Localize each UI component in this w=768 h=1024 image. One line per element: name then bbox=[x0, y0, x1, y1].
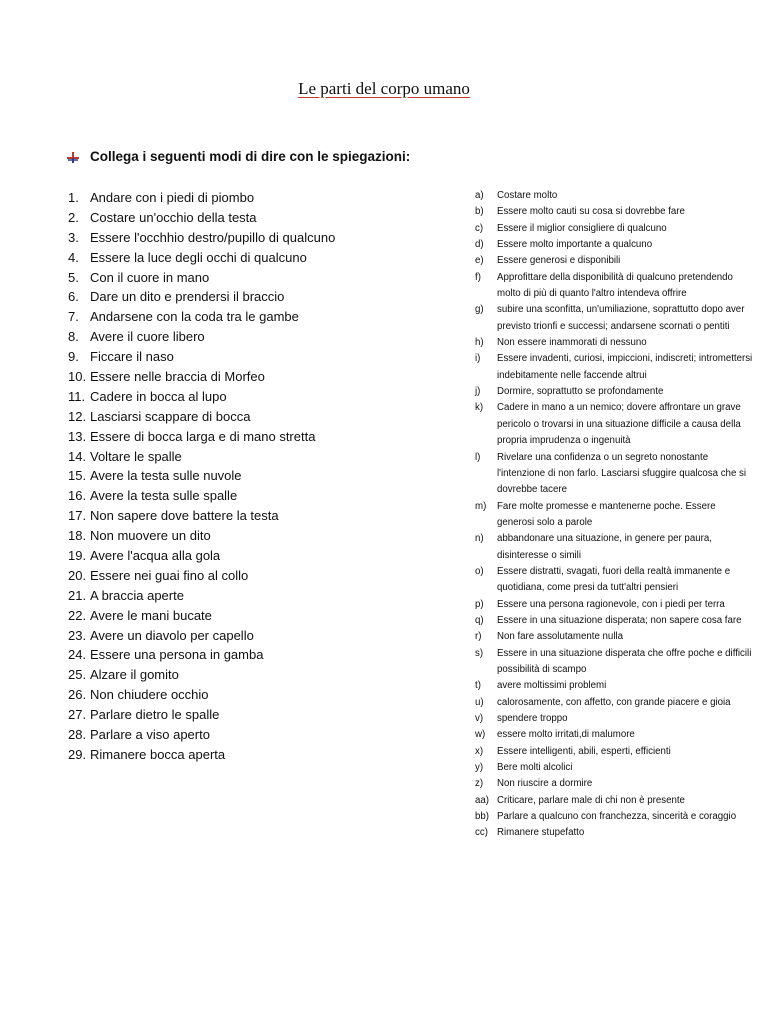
idiom-item bbox=[68, 347, 428, 367]
explanation-item-text: Parlare a qualcuno con franchezza, sincerità e coraggio bbox=[497, 811, 737, 823]
explanation-item-text: Non riuscire a dormire bbox=[497, 778, 593, 790]
explanation-item bbox=[475, 221, 755, 237]
explanation-item-marker: b) bbox=[475, 206, 484, 218]
explanation-item-text: Essere distratti, svagati, fuori della realtà immanente e quotidiana, come presi da tutt'altri pensieri bbox=[497, 565, 731, 594]
explanation-item-text: Essere il miglior consigliere di qualcuno bbox=[497, 222, 667, 234]
idiom-item bbox=[68, 745, 428, 765]
idiom-item-text: Ficcare il naso bbox=[90, 349, 174, 365]
explanation-item bbox=[475, 188, 755, 204]
explanation-item bbox=[475, 776, 755, 792]
idiom-item-text: Non sapere dove battere la testa bbox=[90, 508, 279, 524]
explanation-item bbox=[475, 825, 755, 841]
idiom-item bbox=[68, 546, 428, 566]
idiom-item-text: Essere una persona in gamba bbox=[90, 647, 264, 663]
page-title: Le parti del corpo umano bbox=[298, 79, 470, 98]
idiom-item bbox=[68, 447, 428, 467]
idiom-item bbox=[68, 287, 428, 307]
idiom-item bbox=[68, 486, 428, 506]
explanation-item-text: Fare molte promesse e mantenerne poche. Essere generosi solo a parole bbox=[497, 500, 716, 528]
explanation-item-marker: r) bbox=[475, 631, 482, 643]
idiom-item-marker: 12. bbox=[68, 408, 87, 424]
explanation-item-text: Essere molto cauti su cosa si dovrebbe fare bbox=[497, 206, 685, 218]
idiom-item-text: Voltare le spalle bbox=[90, 448, 182, 464]
idiom-item-marker: 9. bbox=[68, 349, 79, 365]
explanation-item-text: Essere una persona ragionevole, con i piedi per terra bbox=[497, 598, 725, 610]
idiom-item bbox=[68, 268, 428, 288]
idiom-item-marker: 23. bbox=[68, 627, 87, 643]
idiom-item-marker: 11. bbox=[68, 388, 86, 404]
idiom-item bbox=[68, 705, 428, 725]
idiom-item-text: A braccia aperte bbox=[90, 587, 184, 603]
idiom-item-marker: 17. bbox=[68, 508, 87, 524]
idiom-item-marker: 3. bbox=[68, 229, 79, 245]
explanation-item-marker: m) bbox=[475, 500, 487, 512]
idiom-item bbox=[68, 407, 428, 427]
explanation-item-marker: z) bbox=[475, 778, 484, 790]
explanation-item bbox=[475, 384, 755, 400]
idiom-item-text: Con il cuore in mano bbox=[90, 269, 210, 285]
explanation-item-marker: v) bbox=[475, 713, 484, 724]
explanation-item-marker: o) bbox=[475, 565, 484, 577]
explanation-item bbox=[475, 564, 755, 597]
explanation-item bbox=[475, 760, 755, 776]
explanation-item-text: Essere in una situazione disperata; non sapere cosa fare bbox=[497, 614, 742, 626]
idiom-item-text: Avere il cuore libero bbox=[90, 329, 205, 345]
idiom-item bbox=[68, 307, 428, 327]
explanation-item bbox=[475, 204, 755, 220]
idiom-item-marker: 8. bbox=[68, 329, 79, 345]
explanation-item-marker: w) bbox=[475, 729, 486, 741]
explanation-item-text: Rimanere stupefatto bbox=[497, 827, 585, 839]
idiom-item-marker: 1. bbox=[68, 190, 79, 205]
explanation-item bbox=[475, 253, 755, 269]
idiom-item bbox=[68, 367, 428, 387]
explanation-item-marker: p) bbox=[475, 598, 484, 610]
instruction bbox=[66, 149, 410, 164]
explanation-item bbox=[475, 809, 755, 825]
explanation-item-marker: e) bbox=[475, 255, 484, 267]
explanation-item-text: abbandonare una situazione, in genere per paura, disinteresse o simili bbox=[497, 533, 712, 561]
idiom-item-marker: 10. bbox=[68, 369, 87, 385]
idiom-item bbox=[68, 188, 428, 208]
idiom-item-text: Parlare dietro le spalle bbox=[90, 707, 220, 723]
explanation-item-marker: q) bbox=[475, 614, 484, 626]
explanation-item-marker: x) bbox=[475, 745, 484, 757]
explanation-item bbox=[475, 727, 755, 743]
idiom-item bbox=[68, 387, 428, 407]
explanation-item-text: Non fare assolutamente nulla bbox=[497, 631, 624, 643]
idiom-item-text: Avere le mani bucate bbox=[90, 607, 212, 623]
explanation-item bbox=[475, 351, 755, 384]
explanation-item bbox=[475, 335, 755, 351]
explanation-item bbox=[475, 302, 755, 335]
explanation-item-text: Criticare, parlare male di chi non è presente bbox=[497, 794, 685, 806]
idiom-item bbox=[68, 208, 428, 228]
explanation-item-text: Essere intelligenti, abili, esperti, efficienti bbox=[497, 745, 671, 757]
idiom-item-marker: 20. bbox=[68, 567, 87, 583]
idiom-item bbox=[68, 327, 428, 347]
idiom-item-text: Non chiudere occhio bbox=[90, 687, 209, 703]
explanation-item bbox=[475, 646, 755, 679]
explanation-item-text: Cadere in mano a un nemico; dovere affrontare un grave pericolo o trovarsi in una situazione difficile a causa della propria imprudenza o ingenuità bbox=[497, 402, 741, 447]
idiom-item-marker: 5. bbox=[68, 269, 79, 285]
explanation-item bbox=[475, 531, 755, 564]
explanation-item-marker: aa) bbox=[475, 794, 490, 806]
explanation-item-marker: g) bbox=[475, 304, 484, 316]
explanation-item bbox=[475, 711, 755, 727]
idiom-item bbox=[68, 466, 428, 486]
instruction-text: Collega i seguenti modi di dire con le spiegazioni: bbox=[90, 149, 411, 164]
explanation-item-text: essere molto irritati,di malumore bbox=[497, 729, 635, 741]
idiom-item-marker: 2. bbox=[68, 209, 79, 225]
idiom-item bbox=[68, 248, 428, 268]
idiom-item-text: Rimanere bocca aperta bbox=[90, 746, 226, 762]
explanation-item bbox=[475, 793, 755, 809]
idiom-item-marker: 25. bbox=[68, 667, 87, 683]
explanation-item-marker: k) bbox=[475, 402, 484, 414]
idiom-item-text: Costare un'occhio della testa bbox=[90, 209, 257, 225]
idiom-item-marker: 16. bbox=[68, 488, 87, 504]
idiom-item-text: Cadere in bocca al lupo bbox=[90, 388, 227, 404]
explanation-item bbox=[475, 499, 755, 532]
idiom-item-marker: 28. bbox=[68, 727, 87, 743]
explanation-item-text: Dormire, soprattutto se profondamente bbox=[497, 386, 664, 398]
idiom-item bbox=[68, 626, 428, 646]
explanation-item-text: avere moltissimi problemi bbox=[497, 680, 607, 692]
idiom-item-marker: 13. bbox=[68, 428, 87, 444]
explanation-item-text: spendere troppo bbox=[497, 713, 568, 724]
idiom-item bbox=[68, 665, 428, 685]
explanation-item-marker: h) bbox=[475, 337, 484, 349]
explanation-item-marker: j) bbox=[475, 386, 481, 398]
idiom-item bbox=[68, 725, 428, 745]
idiom-item-text: Dare un dito e prendersi il braccio bbox=[90, 289, 285, 305]
explanation-item-text: Approfittare della disponibilità di qualcuno pretendendo molto di più di quanto l'altro intendeva offrire bbox=[497, 271, 733, 300]
explanation-item-marker: t) bbox=[475, 680, 481, 692]
idiom-item-marker: 6. bbox=[68, 289, 79, 305]
idiom-item-marker: 22. bbox=[68, 607, 87, 623]
explanation-item-text: Essere in una situazione disperata che offre poche e difficili possibilità di scampo bbox=[497, 647, 752, 675]
idiom-item-marker: 21. bbox=[68, 587, 87, 603]
idiom-item-text: Alzare il gomito bbox=[90, 667, 179, 683]
explanation-item bbox=[475, 237, 755, 253]
explanation-item-text: Essere molto importante a qualcuno bbox=[497, 239, 653, 251]
explanation-item-marker: bb) bbox=[475, 811, 490, 823]
idiom-item-text: Essere di bocca larga e di mano stretta bbox=[90, 428, 316, 444]
explanation-item bbox=[475, 400, 755, 449]
idiom-item-marker: 29. bbox=[68, 746, 87, 762]
explanation-item-text: Bere molti alcolici bbox=[497, 762, 573, 774]
idiom-item-marker: 18. bbox=[68, 528, 87, 544]
explanation-item bbox=[475, 629, 755, 645]
explanation-item-text: Rivelare una confidenza o un segreto nonostante l'intenzione di non farlo. Lasciarsi sfuggire qualcosa che si dovrebbe tacere bbox=[497, 451, 747, 496]
explanation-item bbox=[475, 270, 755, 303]
explanation-item-text: Costare molto bbox=[497, 190, 558, 201]
explanation-item bbox=[475, 744, 755, 760]
idiom-item bbox=[68, 685, 428, 705]
idiom-item-marker: 4. bbox=[68, 249, 79, 265]
idiom-item bbox=[68, 506, 428, 526]
explanation-item-marker: c) bbox=[475, 222, 484, 234]
explanation-item-text: Essere invadenti, curiosi, impiccioni, indiscreti; intromettersi indebitamente nelle faccende altrui bbox=[497, 353, 753, 381]
explanation-item-marker: s) bbox=[475, 647, 484, 659]
explanation-item bbox=[475, 613, 755, 629]
idiom-item-text: Avere un diavolo per capello bbox=[90, 627, 254, 643]
idiom-item-text: Avere l'acqua alla gola bbox=[90, 548, 221, 564]
explanation-item-marker: u) bbox=[475, 696, 484, 708]
explanation-item-marker: f) bbox=[475, 271, 481, 283]
idiom-item-text: Non muovere un dito bbox=[90, 528, 211, 544]
explanation-item-marker: i) bbox=[475, 353, 481, 365]
idiom-item bbox=[68, 228, 428, 248]
explanation-item-marker: l) bbox=[475, 451, 481, 463]
idiom-item bbox=[68, 606, 428, 626]
idiom-item bbox=[68, 526, 428, 546]
idiom-item-marker: 15. bbox=[68, 468, 87, 484]
explanation-item-marker: d) bbox=[475, 239, 484, 251]
idiom-item-text: Avere la testa sulle spalle bbox=[90, 488, 238, 504]
idiom-item-marker: 24. bbox=[68, 647, 87, 663]
explanation-item-marker: y) bbox=[475, 762, 484, 774]
idioms-list bbox=[68, 188, 428, 765]
bullet-arrow-icon bbox=[66, 150, 80, 164]
explanation-item-text: Non essere inammorati di nessuno bbox=[497, 337, 647, 349]
explanation-item-marker: a) bbox=[475, 190, 484, 201]
explanation-item-marker: n) bbox=[475, 533, 484, 545]
idiom-item bbox=[68, 427, 428, 447]
idiom-item-text: Lasciarsi scappare di bocca bbox=[90, 408, 251, 424]
idiom-item-text: Essere nei guai fino al collo bbox=[90, 567, 249, 583]
explanation-item-text: Essere generosi e disponibili bbox=[497, 255, 621, 267]
idiom-item-text: Avere la testa sulle nuvole bbox=[90, 468, 242, 484]
idiom-item-marker: 27. bbox=[68, 707, 87, 723]
explanation-item-text: calorosamente, con affetto, con grande piacere e gioia bbox=[497, 696, 731, 708]
idiom-item bbox=[68, 645, 428, 665]
idiom-item-text: Parlare a viso aperto bbox=[90, 727, 210, 743]
explanation-item-text: subire una sconfitta, un'umiliazione, soprattutto dopo aver previsto trionfi e successi; andarsene scornati o pentiti bbox=[497, 304, 745, 332]
explanation-item bbox=[475, 678, 755, 694]
explanation-item bbox=[475, 597, 755, 613]
idiom-item-text: Essere la luce degli occhi di qualcuno bbox=[90, 249, 307, 265]
idiom-item-text: Essere l'occhhio destro/pupillo di qualcuno bbox=[90, 229, 336, 245]
explanations-list bbox=[475, 188, 755, 842]
idiom-item-text: Andare con i piedi di piombo bbox=[90, 190, 255, 205]
idiom-item-text: Andarsene con la coda tra le gambe bbox=[90, 309, 299, 325]
explanation-item-marker: cc) bbox=[475, 827, 488, 839]
idiom-item-marker: 7. bbox=[68, 309, 79, 325]
explanation-item bbox=[475, 450, 755, 499]
idiom-item bbox=[68, 586, 428, 606]
idiom-item-marker: 19. bbox=[68, 548, 87, 564]
idiom-item bbox=[68, 566, 428, 586]
idiom-item-text: Essere nelle braccia di Morfeo bbox=[90, 369, 265, 385]
idiom-item-marker: 14. bbox=[68, 448, 87, 464]
idiom-item-marker: 26. bbox=[68, 687, 87, 703]
explanation-item bbox=[475, 695, 755, 711]
